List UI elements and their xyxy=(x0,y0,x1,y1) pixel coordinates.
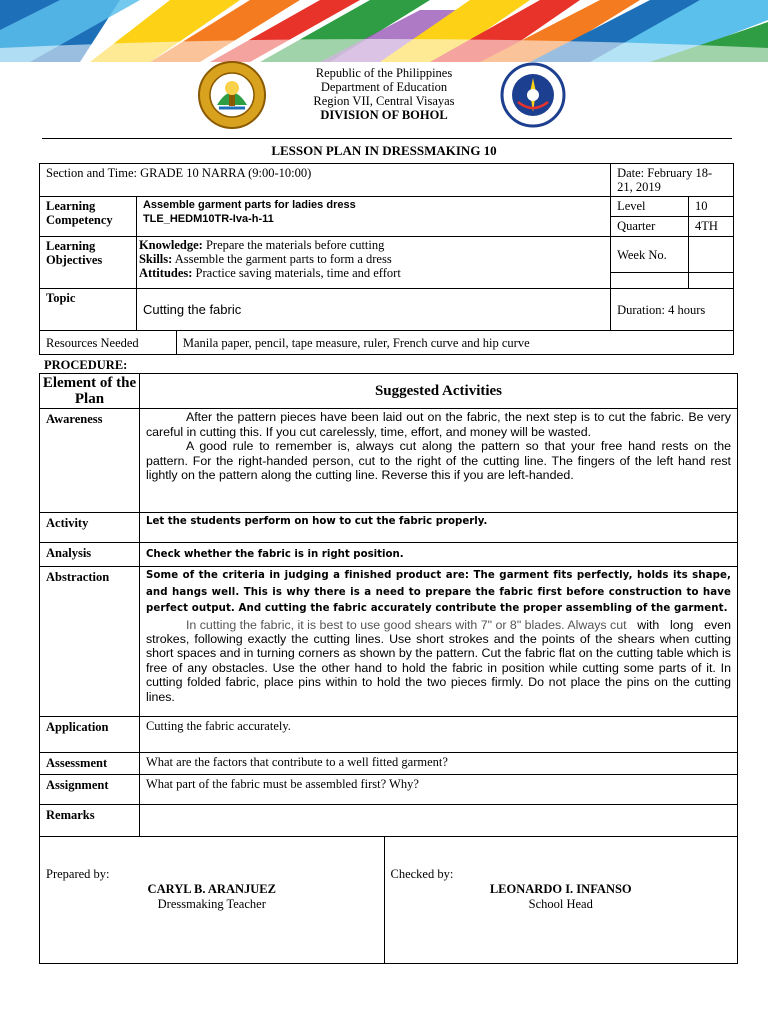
deped-seal-icon xyxy=(500,62,566,128)
header-divider xyxy=(42,138,732,139)
application-label: Application xyxy=(40,717,140,753)
competency-code: TLE_HEDM10TR-Iva-h-11 xyxy=(142,213,274,225)
knowledge-line xyxy=(139,238,608,252)
assignment-text: What part of the fabric must be assembled first? Why? xyxy=(139,775,737,805)
signature-table xyxy=(39,836,738,964)
attitudes-text: Practice saving materials, time and effort xyxy=(195,266,401,280)
abstraction-criteria: Some of the criteria in judging a finished product are: The garment fits perfectly, holds its shape, and hangs well. This is why there is a need to prepare the fabric first before construction to have perfect output. And cutting the fabric accurately contribute the proper assembling of the garment. xyxy=(145,570,731,614)
blank-cell xyxy=(688,273,733,289)
abstraction-label: Abstraction xyxy=(40,567,140,717)
objectives-label: Learning Objectives xyxy=(40,237,137,289)
awareness-paragraph-2: A good rule to remember is, always cut along the pattern so that your free hand rests on the pattern. For the right-handed person, cut to the right of the cutting line. The fingers of the left hand rest lightly on the pattern along the cutting line. Reverse this if you are left-handed. xyxy=(145,439,731,483)
awareness-paragraph-1: After the pattern pieces have been laid out on the fabric, the next step is to cut the fabric. Be very careful in cutting this. If you cut carelessly, time, effort, and money will be wasted. xyxy=(145,410,731,439)
republic-line: Republic of the Philippines xyxy=(315,66,453,80)
checked-role: School Head xyxy=(528,897,593,911)
page-title: LESSON PLAN IN DRESSMAKING 10 xyxy=(271,143,497,158)
analysis-text: Check whether the fabric is in right position. xyxy=(139,543,737,567)
attitudes-line xyxy=(139,266,608,280)
assessment-text: What are the factors that contribute to a well fitted garment? xyxy=(139,753,737,775)
analysis-label: Analysis xyxy=(40,543,140,567)
week-label: Week No. xyxy=(611,237,689,273)
topic-label: Topic xyxy=(40,289,137,331)
topic-value: Cutting the fabric xyxy=(136,289,610,331)
application-text: Cutting the fabric accurately. xyxy=(139,717,737,753)
document-header xyxy=(0,66,768,136)
assignment-label: Assignment xyxy=(40,775,140,805)
school-seal-icon xyxy=(197,60,267,130)
attitudes-label: Attitudes: xyxy=(138,266,193,280)
element-header: Element of the Plan xyxy=(40,374,140,409)
activities-header: Suggested Activities xyxy=(139,374,737,409)
division-line: DIVISION OF BOHOL xyxy=(320,108,448,122)
section-time: Section and Time: GRADE 10 NARRA (9:00-10:00) xyxy=(40,164,611,197)
skills-line xyxy=(139,252,608,266)
decorative-banner xyxy=(0,0,768,62)
date-cell: Date: February 18-21, 2019 xyxy=(611,164,734,197)
level-label: Level xyxy=(611,197,689,217)
remarks-text xyxy=(139,805,737,837)
department-line: Department of Education xyxy=(320,80,448,94)
resources-value: Manila paper, pencil, tape measure, ruler, French curve and hip curve xyxy=(176,331,733,355)
quarter-label: Quarter xyxy=(611,217,689,237)
knowledge-label: Knowledge: xyxy=(138,238,203,252)
activity-text: Let the students perform on how to cut the fabric properly. xyxy=(139,513,737,543)
procedure-label: PROCEDURE: xyxy=(44,358,128,372)
activity-label: Activity xyxy=(40,513,140,543)
prepared-label: Prepared by: xyxy=(46,867,110,881)
knowledge-text: Prepare the materials before cutting xyxy=(205,238,385,252)
lesson-info-table xyxy=(39,163,734,355)
competency-line1: Assemble garment parts for ladies dress xyxy=(142,199,356,211)
prepared-by-block xyxy=(40,837,385,964)
checked-label: Checked by: xyxy=(390,867,454,881)
checked-name: LEONARDO I. INFANSO xyxy=(489,882,632,896)
skills-text: Assemble the garment parts to form a dress xyxy=(174,252,392,266)
region-line: Region VII, Central Visayas xyxy=(313,94,455,108)
duration-cell: Duration: 4 hours xyxy=(611,289,734,331)
competency-label: Learning Competency xyxy=(40,197,137,237)
procedure-table xyxy=(39,373,738,837)
prepared-role: Dressmaking Teacher xyxy=(157,897,266,911)
abstraction-shears-intro: In cutting the fabric, it is best to use good shears with 7" or 8" blades. Always cut xyxy=(185,617,627,632)
remarks-label: Remarks xyxy=(40,805,140,837)
resources-label: Resources Needed xyxy=(40,331,177,355)
quarter-value: 4TH xyxy=(688,217,733,237)
assessment-label: Assessment xyxy=(40,753,140,775)
blank-cell xyxy=(611,273,689,289)
abstraction-instructions: with long even strokes, following exactly the cutting lines. Use short strokes and the points of the shears when cutting short spaces and in turning corners as shown by the pattern. Cut the fabric flat on the cutting table which is free of any obstacles. Use the other hand to hold the fabric in position while cutting some parts of it. In cutting folded fabric, place pins within to hold the two pieces firmly. Do not place the pins on the cutting lines. xyxy=(145,617,731,704)
prepared-name: CARYL B. ARANJUEZ xyxy=(147,882,276,896)
level-value: 10 xyxy=(688,197,733,217)
checked-by-block xyxy=(384,837,738,964)
week-value xyxy=(688,237,733,273)
skills-label: Skills: xyxy=(138,252,173,266)
awareness-label: Awareness xyxy=(40,409,140,513)
